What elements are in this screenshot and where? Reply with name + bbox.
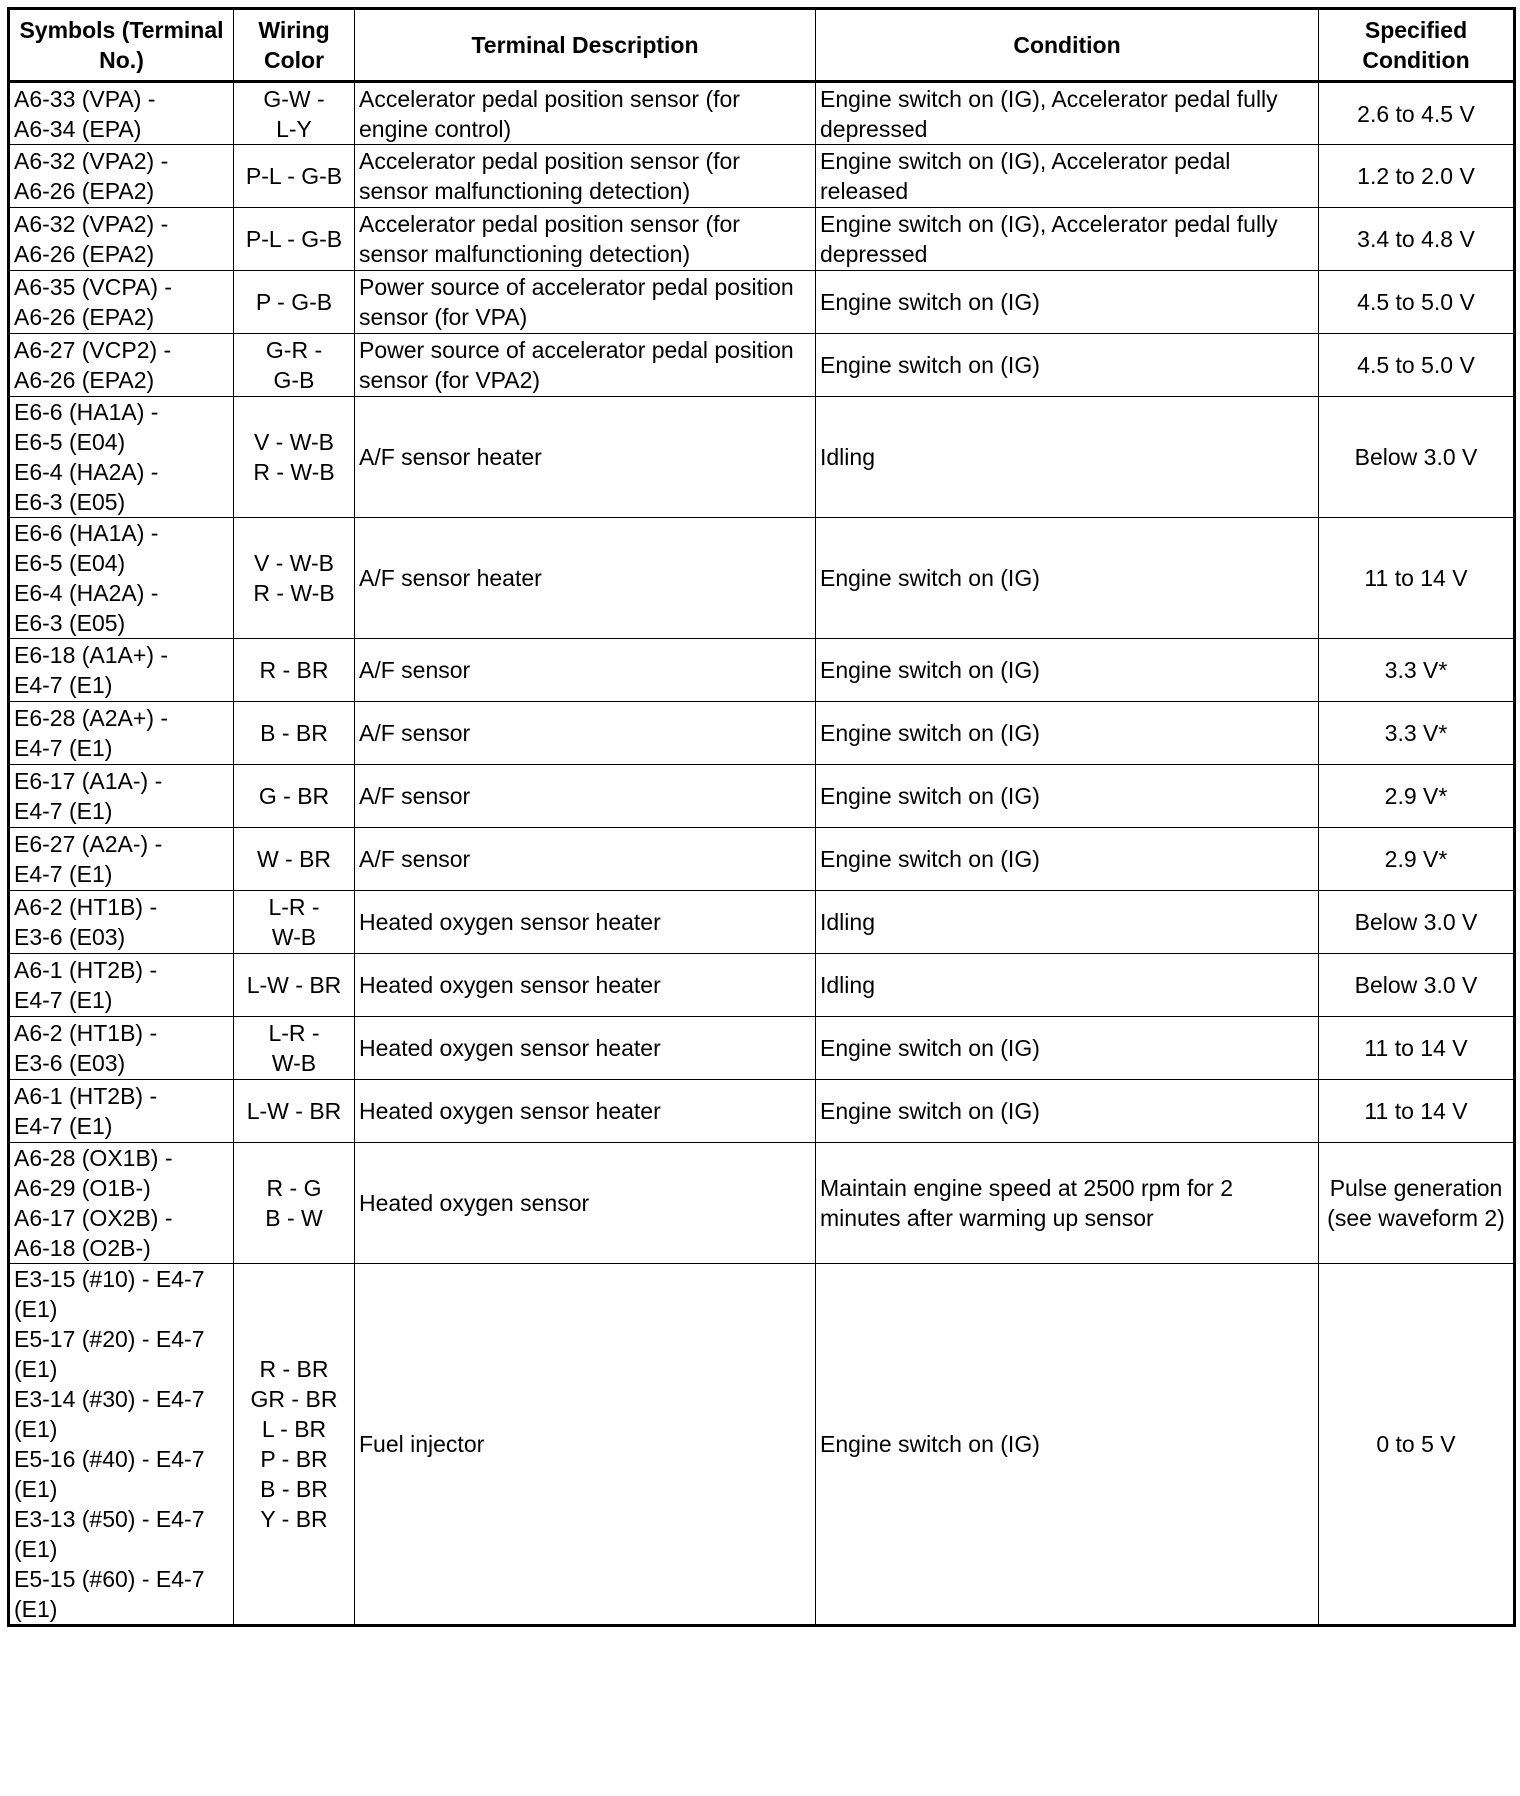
symbols-cell: E6-17 (A1A-) - E4-7 (E1) [9, 765, 234, 828]
wiring-color-cell: W - BR [234, 828, 355, 891]
table-row [9, 145, 1515, 208]
terminal-description-cell: A/F sensor heater [355, 518, 816, 639]
condition-cell: Engine switch on (IG) [816, 271, 1319, 334]
wiring-color-cell: L-W - BR [234, 1080, 355, 1143]
specified-condition-cell: 2.6 to 4.5 V [1319, 82, 1515, 145]
symbols-cell: E3-15 (#10) - E4-7 (E1) E5-17 (#20) - E4-7 (E1) E3-14 (#30) - E4-7 (E1) E5-16 (#40) - E4-7 (E1) E3-13 (#50) - E4-7 (E1) E5-15 (#60) - E4-7 (E1) [9, 1264, 234, 1626]
condition-cell: Engine switch on (IG), Accelerator pedal released [816, 145, 1319, 208]
condition-cell: Idling [816, 397, 1319, 518]
wiring-color-cell: G-W - L-Y [234, 82, 355, 145]
specified-condition-cell: 3.3 V* [1319, 639, 1515, 702]
header-condition: Condition [816, 9, 1319, 82]
table-row [9, 334, 1515, 397]
symbols-cell: A6-32 (VPA2) - A6-26 (EPA2) [9, 208, 234, 271]
terminal-spec-table [7, 7, 1516, 1627]
wiring-color-cell: P-L - G-B [234, 208, 355, 271]
condition-cell: Engine switch on (IG) [816, 1017, 1319, 1080]
specified-condition-cell: 11 to 14 V [1319, 1080, 1515, 1143]
table-row [9, 828, 1515, 891]
condition-cell: Idling [816, 891, 1319, 954]
specified-condition-cell: 4.5 to 5.0 V [1319, 271, 1515, 334]
header-row [9, 9, 1515, 82]
terminal-description-cell: Accelerator pedal position sensor (for engine control) [355, 82, 816, 145]
wiring-color-cell: R - BR [234, 639, 355, 702]
condition-cell: Engine switch on (IG) [816, 1080, 1319, 1143]
specified-condition-cell: 11 to 14 V [1319, 518, 1515, 639]
condition-cell: Engine switch on (IG) [816, 765, 1319, 828]
table-row [9, 208, 1515, 271]
symbols-cell: A6-33 (VPA) - A6-34 (EPA) [9, 82, 234, 145]
header-terminal-description: Terminal Description [355, 9, 816, 82]
specified-condition-cell: 0 to 5 V [1319, 1264, 1515, 1626]
terminal-description-cell: Power source of accelerator pedal position sensor (for VPA) [355, 271, 816, 334]
symbols-cell: A6-28 (OX1B) - A6-29 (O1B-) A6-17 (OX2B) - A6-18 (O2B-) [9, 1143, 234, 1264]
specified-condition-cell: 3.3 V* [1319, 702, 1515, 765]
specified-condition-cell: 2.9 V* [1319, 828, 1515, 891]
terminal-description-cell: A/F sensor [355, 639, 816, 702]
specified-condition-cell: 1.2 to 2.0 V [1319, 145, 1515, 208]
condition-cell: Maintain engine speed at 2500 rpm for 2 minutes after warming up sensor [816, 1143, 1319, 1264]
terminal-description-cell: Accelerator pedal position sensor (for sensor malfunctioning detection) [355, 145, 816, 208]
table-row [9, 271, 1515, 334]
wiring-color-cell: L-R - W-B [234, 891, 355, 954]
symbols-cell: E6-6 (HA1A) - E6-5 (E04) E6-4 (HA2A) - E6-3 (E05) [9, 518, 234, 639]
wiring-color-cell: R - BR GR - BR L - BR P - BR B - BR Y - BR [234, 1264, 355, 1626]
specified-condition-cell: 11 to 14 V [1319, 1017, 1515, 1080]
condition-cell: Engine switch on (IG) [816, 518, 1319, 639]
wiring-color-cell: V - W-B R - W-B [234, 518, 355, 639]
table-row [9, 1264, 1515, 1626]
wiring-color-cell: G-R - G-B [234, 334, 355, 397]
table-row [9, 1143, 1515, 1264]
terminal-description-cell: Accelerator pedal position sensor (for sensor malfunctioning detection) [355, 208, 816, 271]
symbols-cell: A6-2 (HT1B) - E3-6 (E03) [9, 1017, 234, 1080]
condition-cell: Engine switch on (IG) [816, 828, 1319, 891]
symbols-cell: A6-2 (HT1B) - E3-6 (E03) [9, 891, 234, 954]
symbols-cell: A6-27 (VCP2) - A6-26 (EPA2) [9, 334, 234, 397]
specified-condition-cell: 4.5 to 5.0 V [1319, 334, 1515, 397]
terminal-description-cell: Heated oxygen sensor heater [355, 1080, 816, 1143]
condition-cell: Engine switch on (IG) [816, 639, 1319, 702]
condition-cell: Engine switch on (IG), Accelerator pedal fully depressed [816, 208, 1319, 271]
wiring-color-cell: G - BR [234, 765, 355, 828]
condition-cell: Engine switch on (IG), Accelerator pedal fully depressed [816, 82, 1319, 145]
terminal-description-cell: A/F sensor [355, 765, 816, 828]
symbols-cell: A6-35 (VCPA) - A6-26 (EPA2) [9, 271, 234, 334]
condition-cell: Idling [816, 954, 1319, 1017]
symbols-cell: E6-28 (A2A+) - E4-7 (E1) [9, 702, 234, 765]
terminal-description-cell: A/F sensor [355, 828, 816, 891]
specified-condition-cell: Below 3.0 V [1319, 954, 1515, 1017]
header-specified-condition: Specified Condition [1319, 9, 1515, 82]
terminal-description-cell: Heated oxygen sensor heater [355, 1017, 816, 1080]
terminal-description-cell: Heated oxygen sensor heater [355, 954, 816, 1017]
condition-cell: Engine switch on (IG) [816, 1264, 1319, 1626]
wiring-color-cell: P - G-B [234, 271, 355, 334]
header-symbols: Symbols (Terminal No.) [9, 9, 234, 82]
table-row [9, 1017, 1515, 1080]
symbols-cell: E6-27 (A2A-) - E4-7 (E1) [9, 828, 234, 891]
specified-condition-cell: 2.9 V* [1319, 765, 1515, 828]
wiring-color-cell: B - BR [234, 702, 355, 765]
terminal-description-cell: A/F sensor heater [355, 397, 816, 518]
terminal-description-cell: A/F sensor [355, 702, 816, 765]
table-row [9, 891, 1515, 954]
symbols-cell: E6-18 (A1A+) - E4-7 (E1) [9, 639, 234, 702]
symbols-cell: E6-6 (HA1A) - E6-5 (E04) E6-4 (HA2A) - E6-3 (E05) [9, 397, 234, 518]
symbols-cell: A6-1 (HT2B) - E4-7 (E1) [9, 1080, 234, 1143]
specified-condition-cell: Pulse generation (see waveform 2) [1319, 1143, 1515, 1264]
wiring-color-cell: P-L - G-B [234, 145, 355, 208]
header-wiring-color: Wiring Color [234, 9, 355, 82]
terminal-description-cell: Heated oxygen sensor [355, 1143, 816, 1264]
symbols-cell: A6-32 (VPA2) - A6-26 (EPA2) [9, 145, 234, 208]
table-row [9, 397, 1515, 518]
table-row [9, 702, 1515, 765]
condition-cell: Engine switch on (IG) [816, 702, 1319, 765]
table-row [9, 518, 1515, 639]
wiring-color-cell: L-W - BR [234, 954, 355, 1017]
condition-cell: Engine switch on (IG) [816, 334, 1319, 397]
terminal-description-cell: Heated oxygen sensor heater [355, 891, 816, 954]
wiring-color-cell: R - G B - W [234, 1143, 355, 1264]
table-row [9, 82, 1515, 145]
table-row [9, 1080, 1515, 1143]
wiring-color-cell: V - W-B R - W-B [234, 397, 355, 518]
table-body [9, 82, 1515, 1626]
terminal-description-cell: Fuel injector [355, 1264, 816, 1626]
terminal-description-cell: Power source of accelerator pedal position sensor (for VPA2) [355, 334, 816, 397]
wiring-color-cell: L-R - W-B [234, 1017, 355, 1080]
specified-condition-cell: Below 3.0 V [1319, 891, 1515, 954]
table-row [9, 765, 1515, 828]
specified-condition-cell: 3.4 to 4.8 V [1319, 208, 1515, 271]
table-row [9, 954, 1515, 1017]
specified-condition-cell: Below 3.0 V [1319, 397, 1515, 518]
table-row [9, 639, 1515, 702]
symbols-cell: A6-1 (HT2B) - E4-7 (E1) [9, 954, 234, 1017]
